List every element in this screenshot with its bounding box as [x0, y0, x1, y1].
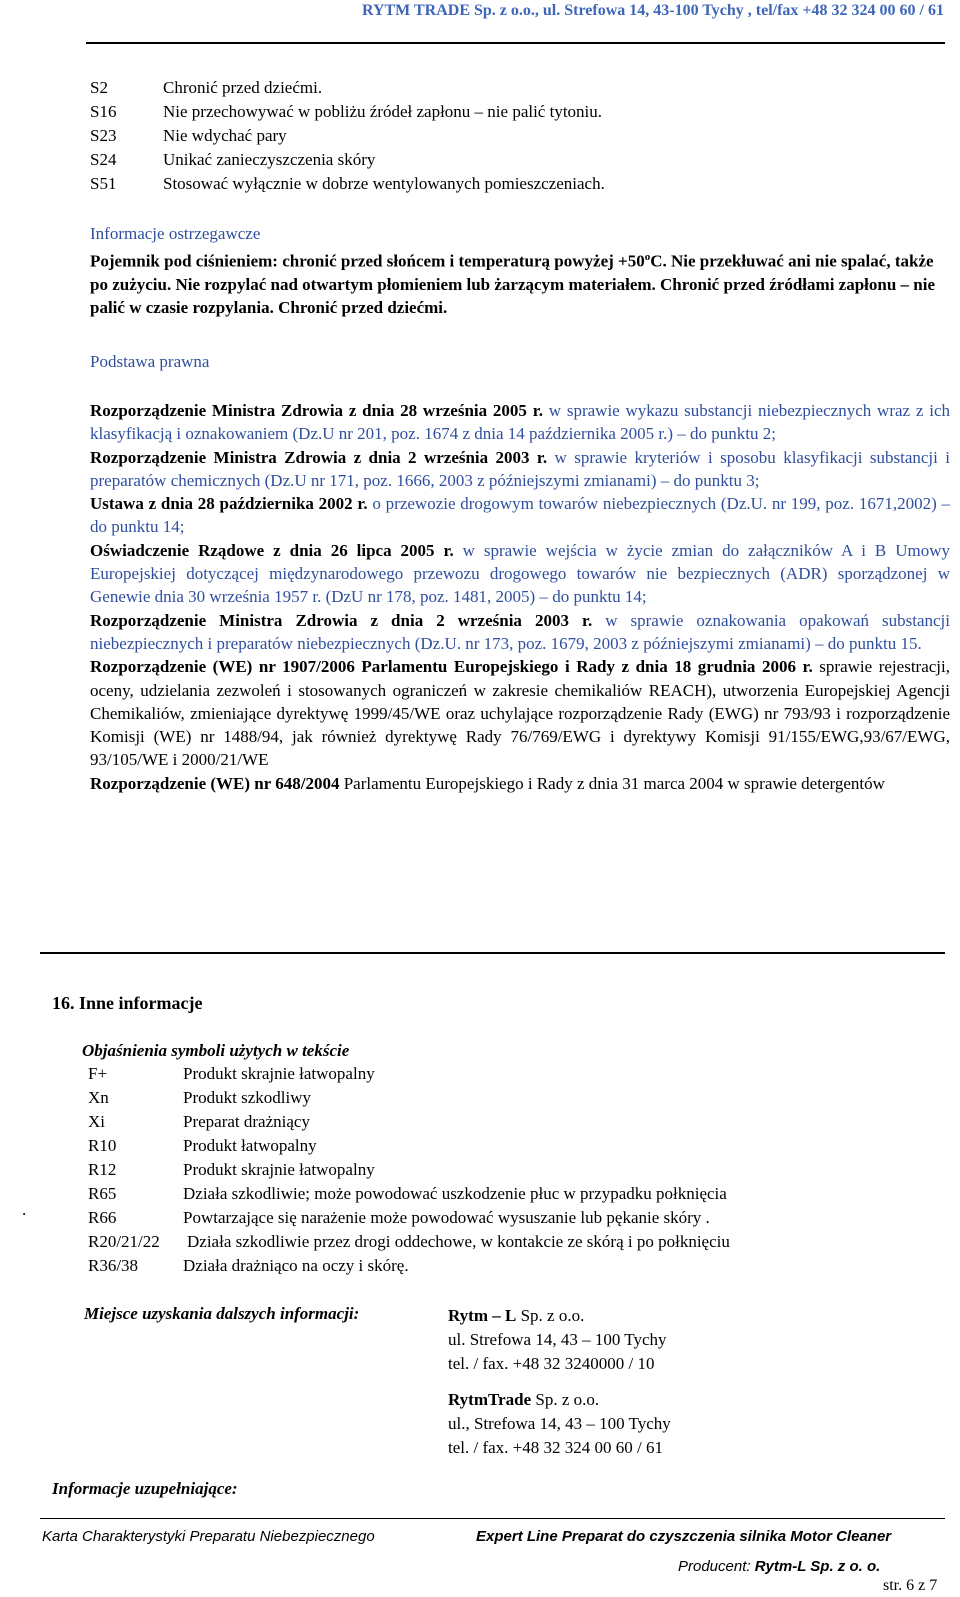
legal-item: [90, 655, 950, 771]
s-phrase-text: Stosować wyłącznie w dobrze wentylowanych pomieszczeniach.: [163, 174, 605, 193]
symbol-desc: Działa szkodliwie; może powodować uszkodzenie płuc w przypadku połknięcia: [183, 1184, 727, 1203]
symbol-code: R12: [88, 1160, 117, 1179]
legal-item-title: Rozporządzenie (WE) nr 648/2004: [90, 773, 340, 793]
stray-dot: .: [22, 1200, 27, 1219]
legal-item: [90, 492, 950, 539]
company-1-name-rest: Sp. z o.o.: [516, 1306, 585, 1325]
page-number: str. 6 z 7: [883, 1577, 938, 1594]
legal-item-text: Parlamentu Europejskiego i Rady z dnia 31 marca 2004 w sprawie detergentów: [339, 773, 885, 793]
symbol-code: R20/21/22: [88, 1232, 160, 1251]
symbol-desc: Działa szkodliwie przez drogi oddechowe, w kontakcie ze skórą i po połknięciu: [187, 1232, 730, 1251]
symbol-desc: Produkt szkodliwy: [183, 1088, 311, 1107]
company-2-name-bold: RytmTrade: [448, 1390, 532, 1409]
company-1-name: [448, 1304, 667, 1328]
legal-item-text: w sprawie oznakowania opakowań substancji niebezpiecznych i preparatów niebezpiecznych (Dz.U. nr 173, poz. 1679, 2003 z późniejszymi zmianami) – do punktu 15.: [90, 610, 951, 653]
s-phrase-text: Nie przechowywać w pobliżu źródeł zapłonu – nie palić tytoniu.: [163, 102, 603, 121]
company-2-address: [448, 1388, 671, 1460]
degree-symbol: o: [644, 251, 651, 263]
symbol-code: F+: [88, 1064, 108, 1083]
s-phrase-code: S51: [90, 174, 117, 193]
legal-item: [90, 399, 950, 446]
symbol-desc: Produkt łatwopalny: [183, 1136, 317, 1155]
symbol-code: R10: [88, 1136, 117, 1155]
legal-basis-block: [90, 399, 950, 795]
section-divider: [40, 952, 945, 954]
warnings-heading: Informacje ostrzegawcze: [90, 224, 261, 243]
legal-item: [90, 772, 950, 795]
legal-item-title: Rozporządzenie Ministra Zdrowia z dnia 2 września 2003 r.: [90, 447, 548, 467]
symbol-desc: Powtarzające się narażenie może powodować wysuszanie lub pękanie skóry .: [183, 1208, 710, 1227]
legal-item-title: Oświadczenie Rządowe z dnia 26 lipca 2005 r.: [90, 540, 454, 560]
symbol-code: R36/38: [88, 1256, 139, 1275]
legal-heading: Podstawa prawna: [90, 352, 210, 371]
footer-producer: [678, 1558, 880, 1575]
header-company-line: RYTM TRADE Sp. z o.o., ul. Strefowa 14, 43-100 Tychy , tel/fax +48 32 324 00 60 / 61: [361, 2, 944, 19]
company-2-phone: tel. / fax. +48 32 324 00 60 / 61: [448, 1438, 663, 1457]
legal-item-title: Ustawa z dnia 28 października 2002 r.: [90, 494, 368, 514]
footer-producer-name: Rytm-L Sp. z o. o.: [754, 1558, 881, 1575]
warnings-text-part1: Pojemnik pod ciśnieniem: chronić przed słońcem i temperaturą powyżej +50: [90, 251, 645, 271]
legal-item-title: Rozporządzenie (WE) nr 1907/2006 Parlamentu Europejskiego i Rady z dnia 18 grudnia 2006 r.: [90, 657, 813, 677]
s-phrase-text: Unikać zanieczyszczenia skóry: [163, 150, 376, 169]
legal-item-text: sprawie rejestracji, oceny, udzielania zezwoleń i stosowanych ograniczeń w zakresie chemikaliów REACH), utworzenia Europejskiej Agencji Chemikaliów, zmieniające dyrektywę 1999/45/WE oraz uchylające rozporządzenie Rady (EWG) nr 793/93 i rozporządzenie Komisji (WE) nr 1488/94, jak również dyrektywę Rady 76/769/EWG i dyrektywy Komisji 91/155/EWG,93/67/EWG, 93/105/WE i 2000/21/WE: [90, 657, 950, 770]
company-2-street: ul., Strefowa 14, 43 – 100 Tychy: [448, 1414, 671, 1433]
footer-producer-label: Producent:: [678, 1558, 755, 1575]
symbols-heading: Objaśnienia symboli użytych w tekście: [82, 1041, 350, 1060]
s-phrase-text: Nie wdychać pary: [163, 126, 287, 145]
company-1-name-bold: Rytm – L: [448, 1306, 517, 1325]
legal-item-text: w sprawie wykazu substancji niebezpiecznych wraz z ich klasyfikacją i oznakowaniem (Dz.U nr 201, poz. 1674 z dnia 14 października 2005 r.) – do punktu 2;: [90, 401, 950, 444]
legal-item-title: Rozporządzenie Ministra Zdrowia z dnia 2 września 2003 r.: [90, 610, 593, 630]
section-16-title: 16. Inne informacje: [52, 993, 203, 1013]
legal-item: [90, 446, 950, 493]
legal-item: [90, 609, 950, 656]
symbol-code: Xn: [88, 1088, 109, 1107]
footer-product-name: Expert Line Preparat do czyszczenia silnika Motor Cleaner: [476, 1528, 892, 1545]
header-divider: [86, 42, 945, 44]
footer-divider: [40, 1518, 945, 1519]
company-1-address: [448, 1304, 667, 1376]
company-1-phone: tel. / fax. +48 32 3240000 / 10: [448, 1354, 655, 1373]
warnings-text: [90, 246, 950, 320]
footer-document-type: Karta Charakterystyki Preparatu Niebezpiecznego: [42, 1528, 375, 1545]
warnings-text-part2: C. Nie przekłuwać ani nie spalać, także po zużyciu. Nie rozpylać nad otwartym płomieniem lub żarzącym materiałem. Chronić przed źródłami zapłonu – nie palić w czasie rozpylania. Chronić przed dziećmi.: [90, 251, 936, 318]
legal-item-text: w sprawie wejścia w życie zmian do załączników A i B Umowy Europejskiej dotyczącej międzynarodowego przewozu drogowego towarów nie bezpiecznych (ADR) sporządzonej w Genewie dnia 30 września 1957 r. (DzU nr 178, poz. 1481, 2005) – do punktu 14;: [90, 540, 950, 607]
symbol-desc: Produkt skrajnie łatwopalny: [183, 1160, 375, 1179]
supplementary-info-label: Informacje uzupełniające:: [52, 1479, 238, 1498]
symbol-desc: Działa drażniąco na oczy i skórę.: [183, 1256, 409, 1275]
legal-item: [90, 539, 950, 609]
company-2-name-rest: Sp. z o.o.: [531, 1390, 600, 1409]
more-info-label: Miejsce uzyskania dalszych informacji:: [84, 1304, 360, 1323]
s-phrase-code: S16: [90, 102, 117, 121]
company-2-name: [448, 1388, 671, 1412]
symbol-desc: Preparat drażniący: [183, 1112, 310, 1131]
legal-item-text: w sprawie kryteriów i sposobu klasyfikacji substancji i preparatów chemicznych (Dz.U nr 171, poz. 1666, 2003 z późniejszymi zmianami) – do punktu 3;: [90, 447, 950, 490]
legal-item-text: o przewozie drogowym towarów niebezpiecznych (Dz.U. nr 199, poz. 1671,2002) – do punktu 14;: [90, 494, 950, 537]
legal-item-title: Rozporządzenie Ministra Zdrowia z dnia 28 września 2005 r.: [90, 401, 543, 420]
s-phrase-text: Chronić przed dziećmi.: [163, 78, 323, 97]
symbol-code: Xi: [88, 1112, 105, 1131]
s-phrase-code: S23: [90, 126, 117, 145]
s-phrase-code: S2: [90, 78, 108, 97]
s-phrase-code: S24: [90, 150, 117, 169]
company-1-street: ul. Strefowa 14, 43 – 100 Tychy: [448, 1330, 667, 1349]
symbol-code: R65: [88, 1184, 117, 1203]
symbol-code: R66: [88, 1208, 117, 1227]
symbol-desc: Produkt skrajnie łatwopalny: [183, 1064, 375, 1083]
